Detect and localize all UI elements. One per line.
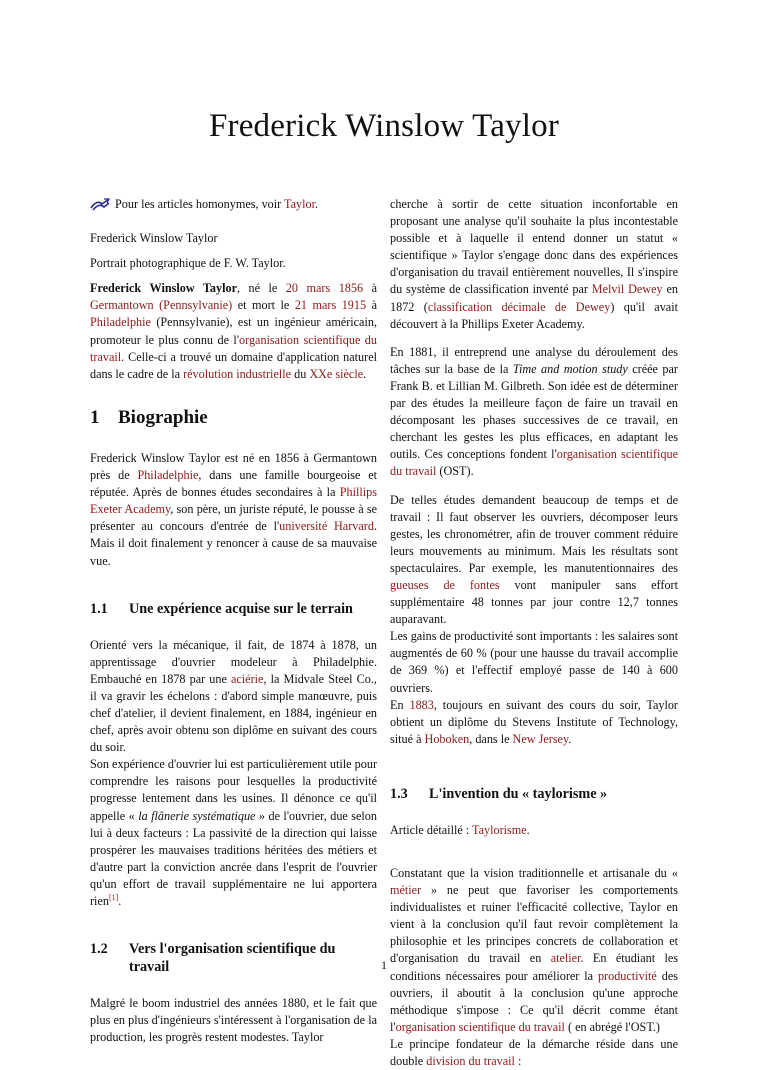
link-ost[interactable]: organisation scientifique du travail (90, 332, 377, 364)
link-productivite[interactable]: productivité (597, 968, 657, 983)
caption-name: Frederick Winslow Taylor (90, 231, 218, 246)
link-atelier[interactable]: atelier (550, 951, 581, 966)
link-dewey-classification[interactable]: classification décimale de Dewey (427, 299, 611, 314)
taylorism-paragraph: Constatant que la vision traditionnelle et artisanale du « métier » ne peut que favoriser les comportements individualistes et ruiner l'efficacité collective, Taylor en vient à la conclusion qu'il faut revoir complètement la philosophie et les principes concrets de collaboration et d'organisation du travail en atelier. En étudiant les conditions nécessaires pour améliorer la productivité des ouvriers, il aboutit à la conclusion qu'une approche méthodique s'impose : Ce qu'il décrit comme étant l'organisation scientifique du travail ( en abrégé l'OST.) (390, 866, 679, 1034)
subsection-heading-1-2: 1.2 Vers l'organisation scientifique du travail (90, 941, 336, 976)
link-taylorisme[interactable]: Taylorisme (472, 822, 527, 837)
link-ost-3[interactable]: organisation scientifique du travail (395, 1019, 565, 1034)
link-melvil-dewey[interactable]: Melvil Dewey (591, 282, 663, 297)
link-1883[interactable]: 1883 (409, 697, 434, 712)
intro-paragraph: Frederick Winslow Taylor, né le 20 mars 1856 à Germantown (Pennsylvanie) et mort le 21 mars 1915 à Philadelphie (Pennsylvanie), est un ingénieur américain, promoteur le plus connu de l'organisation scientifique du travail. Celle-ci a trouvé un domaine d'application naturel dans le cadre de la révolution industrielle du XXe siècle. (90, 281, 377, 381)
experience-paragraph-1: Orienté vers la mécanique, il fait, de 1874 à 1878, un apprentissage d'ouvrier modeleur à Philadelphie. Embauché en 1878 par une aciérie, la Midvale Steel Co., il va gravir les échelons : d'abord simple manœuvre, puis chef d'atelier, il devient finalement, en 1884, ingénieur en chef, après avoir obtenu son diplôme en suivant des cours du soir. (90, 637, 377, 755)
gains-paragraph: Les gains de productivité sont importants : les salaires sont augmentés de 60 % (pour une hausse du travail accomplie de 369 %) et l'effectif employé passe de 140 à 600 ouvriers. (390, 629, 678, 695)
time-motion-paragraph: En 1881, il entreprend une analyse du déroulement des tâches sur la base de la Time and motion study créée par Frank B. et Lillian M. Gilbreth. Son idée est de déterminer par des études la meilleure façon de faire un travail en décomposant les phases successives de ce travail, en cherchant les gestes les plus efficaces, en adaptant les outils. Ces conceptions fondent l'organisation scientifique du travail (OST). (390, 344, 678, 479)
link-hoboken[interactable]: Hoboken (424, 731, 470, 746)
link-philadelphie-2[interactable]: Philadelphie (137, 468, 199, 483)
link-ost-2[interactable]: organisation scientifique du travail (390, 447, 678, 479)
experience-paragraph-2: Son expérience d'ouvrier lui est particulièrement utile pour comprendre les raisons pour lesquelles la productivité progresse lentement dans les usines. Il dénonce ce qu'il appelle « la flânerie systématique » de l'ouvrier, due selon lui à deux facteurs : La passivité de la direction qui laisse prospérer les mauvaises traditions héritées des métiers et d'autre part la conviction ancrée dans l'esprit de l'ouvrier qu'un effort de travail supplémentaire ne lui apportera rien[1]. (90, 757, 377, 908)
link-taylor[interactable]: Taylor (284, 197, 315, 211)
section-heading-biographie: 1 Biographie (90, 406, 208, 428)
division-paragraph: Le principe fondateur de la démarche réside dans une double division du travail : (390, 1036, 678, 1069)
disambiguation-icon (90, 198, 110, 212)
link-acierie[interactable]: aciérie (230, 671, 264, 686)
link-philadelphie[interactable]: Philadelphie (90, 315, 151, 330)
caption-description: Portrait photographique de F. W. Taylor. (90, 256, 286, 271)
disambiguation-note: Pour les articles homonymes, voir Taylor. (90, 196, 377, 213)
link-death-date[interactable]: 21 mars 1915 (294, 298, 367, 313)
link-new-jersey[interactable]: New Jersey (512, 731, 569, 746)
link-phillips-exeter[interactable]: Phillips Exeter Academy (90, 485, 377, 517)
footnote-link-1[interactable]: [1] (108, 892, 119, 902)
diploma-paragraph: En 1883, toujours en suivant des cours du soir, Taylor obtient un diplôme du Stevens Institute of Technology, situé à Hoboken, dans le New Jersey. (390, 697, 678, 746)
right-column (390, 196, 678, 1070)
biography-paragraph: Frederick Winslow Taylor est né en 1856 à Germantown près de Philadelphie, dans une famille bourgeoise et réputée. Après de bonnes études secondaires à la Phillips Exeter Academy, son père, un juriste réputé, le pousse à se présenter au concours d'entrée de l'université Harvard. Mais il doit finalement y renoncer à cause de sa mauvaise vue. (90, 450, 377, 568)
page-number: 1 (381, 958, 387, 972)
left-column (90, 196, 377, 1046)
subsection-heading-1-1: 1.1 Une expérience acquise sur le terrain (90, 600, 353, 617)
link-metier[interactable]: métier (390, 883, 422, 898)
link-birth-date[interactable]: 20 mars 1856 (285, 281, 364, 296)
studies-paragraph: De telles études demandent beaucoup de temps et de travail : Il faut observer les ouvriers, décomposer leurs gestes, les chronométrer, afin de trouver comment réduire leurs mouvements au minimum. Mais les résultats sont spectaculaires. Par exemple, les manutentionnaires des gueuses de fontes vont manipuler sans effort supplémentaire 48 tonnes par jour contre 12,7 tonnes auparavant. (390, 492, 678, 627)
main-article-note: Article détaillé : Taylorisme. (390, 822, 530, 837)
link-gueuses-de-fontes[interactable]: gueuses de fontes (390, 577, 500, 592)
link-siecle[interactable]: XXe siècle (309, 366, 364, 381)
page-title: Frederick Winslow Taylor (208, 108, 560, 144)
link-division-du-travail[interactable]: division du travail (426, 1054, 515, 1069)
link-harvard[interactable]: université Harvard (279, 519, 374, 534)
subsection-heading-1-3: 1.3 L'invention du « taylorisme » (390, 785, 608, 802)
boom-paragraph: Malgré le boom industriel des années 1880, et le fait que plus en plus d'ingénieurs s'intéressent à l'organisation de la production, les progrès restent modestes. Taylor (90, 996, 377, 1045)
link-germantown[interactable]: Germantown (Pennsylvanie) (90, 298, 233, 313)
dewey-paragraph: cherche à sortir de cette situation inconfortable en proposant une analyse qu'il souhaite la plus incontestable possible et à laquelle il entend donner un statut « scientifique » Taylor s'engage donc dans des expériences d'organisation du travail entièrement nouvelles, Il s'inspire du système de classification inventé par Melvil Dewey en 1872 (classification décimale de Dewey) qu'il avait découvert à la Phillips Exeter Academy. (390, 197, 678, 331)
link-revolution-industrielle[interactable]: révolution industrielle (183, 366, 292, 381)
